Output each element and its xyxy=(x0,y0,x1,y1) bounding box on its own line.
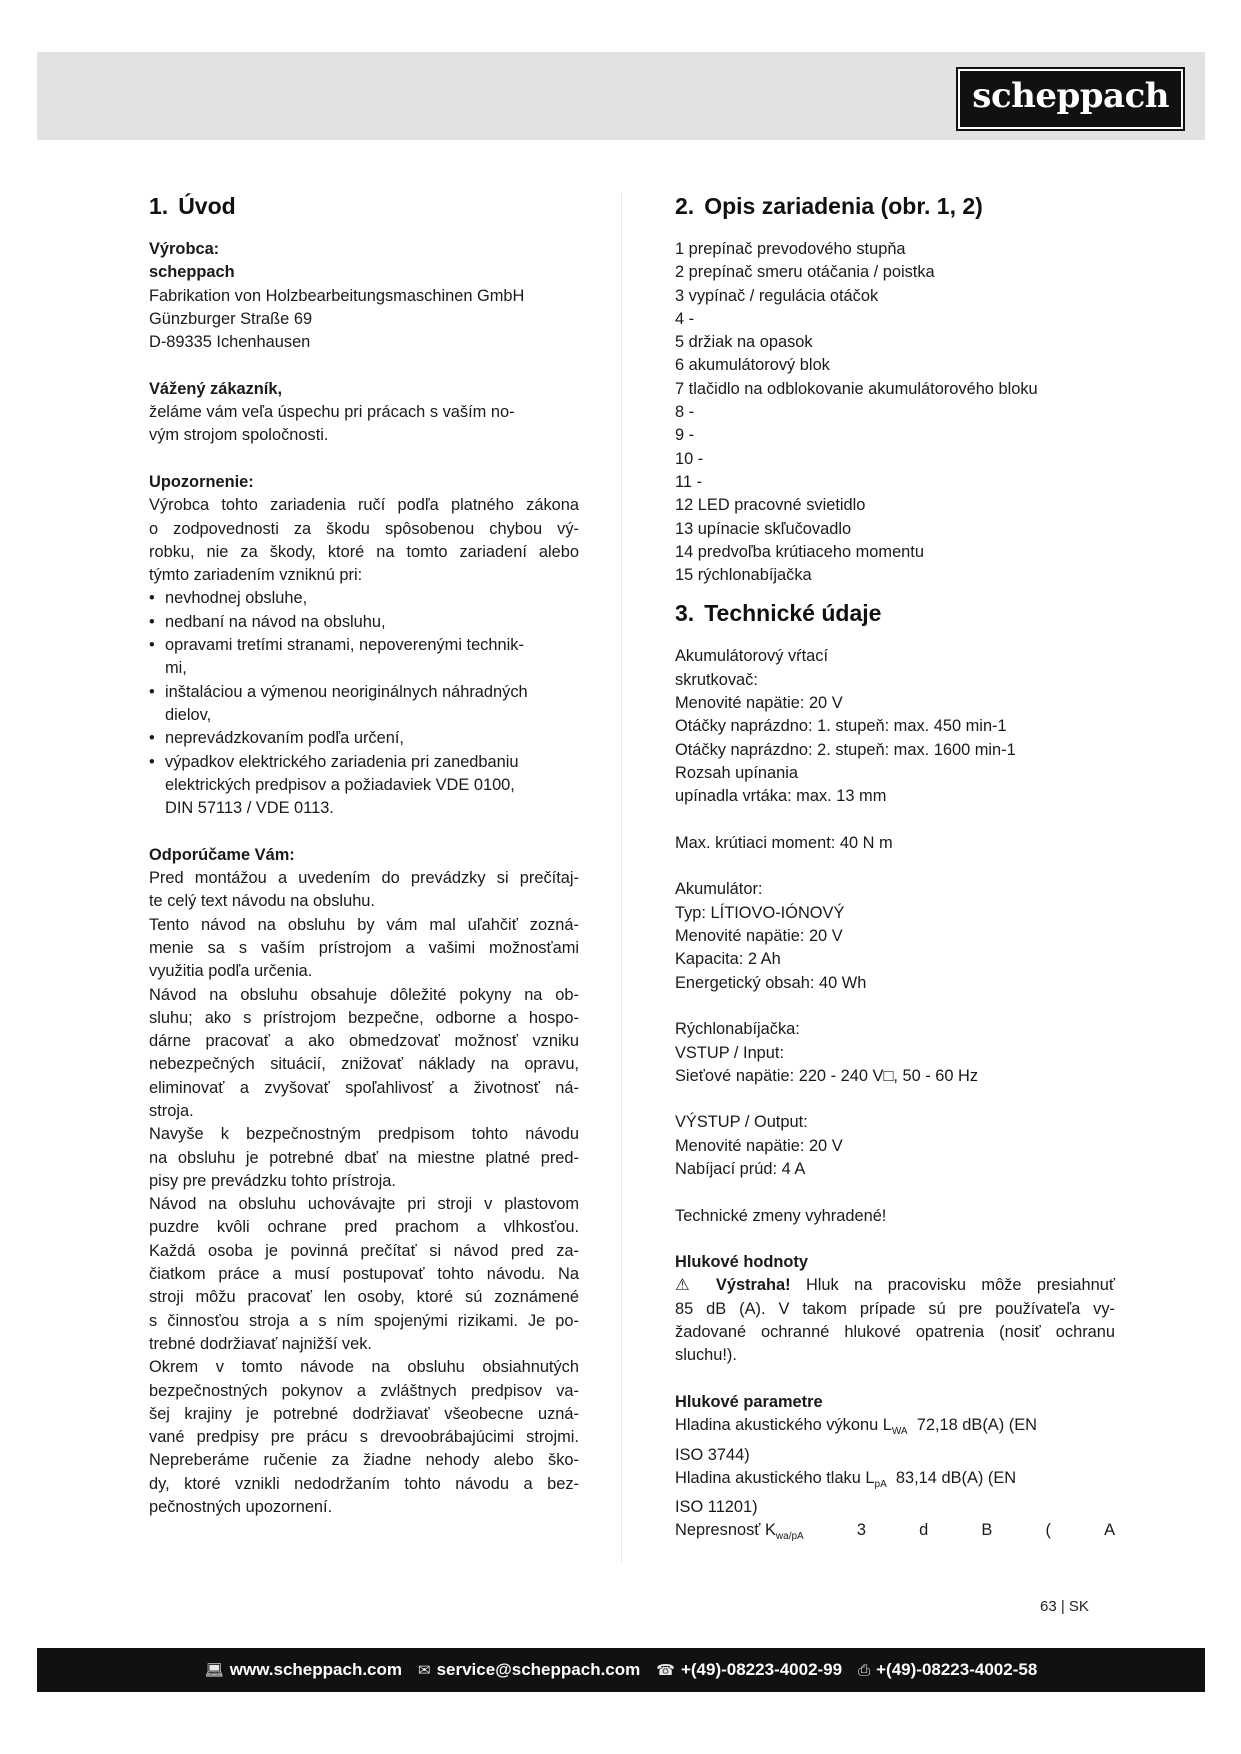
uncertainty-line xyxy=(675,1519,1115,1548)
recommend-text: vané predpisy pre prácu s drevoobrábajúcimi strojmi. xyxy=(149,1428,579,1447)
section-3-heading xyxy=(675,597,1115,629)
warning-text: 85 dB (A). V takom prípade sú pre používateľa vy- xyxy=(675,1299,1115,1318)
spec-line: Akumulátor: xyxy=(675,880,763,899)
recommend-text: te celý text návodu na obsluhu. xyxy=(149,892,375,911)
recommend-text: dárne pracovať a ako obmedzovať možnosť vzniku xyxy=(149,1032,579,1051)
part-item: 3 vypínač / regulácia otáčok xyxy=(675,286,879,305)
list-item: • nedbaní na návod na obsluhu, xyxy=(149,611,579,634)
warning-text: sluchu!). xyxy=(675,1346,737,1365)
sound-power-subscript: WA xyxy=(891,1426,908,1438)
list-item-continuation: DIN 57113 / VDE 0113. xyxy=(165,799,334,818)
list-item: • neprevádzkovaním podľa určení, xyxy=(149,727,579,750)
part-item: 15 rýchlonabíjačka xyxy=(675,566,812,585)
recommend-text: puzdre kvôli ochrane pred prachom a vlhkosťou. xyxy=(149,1218,579,1237)
spec-line: Nabíjací prúd: 4 A xyxy=(675,1159,806,1178)
recommend-text: Pred montážou a uvedením do prevádzky si prečítaj- xyxy=(149,869,579,888)
spec-line: Rýchlonabíjačka: xyxy=(675,1020,800,1039)
parts-list xyxy=(675,238,1115,587)
tech-battery-specs xyxy=(675,878,1115,994)
warning-text: žadované ochranné hlukové opatrenia (nosiť ochranu xyxy=(675,1323,1115,1342)
sound-pressure-value: 83,14 dB(A) (EN xyxy=(895,1468,1017,1487)
warning-label: Výstraha! xyxy=(715,1276,791,1295)
spec-line: Sieťové napätie: 220 - 240 V□, 50 - 60 Hz xyxy=(675,1066,979,1085)
list-item: • výpadkov elektrického zariadenia pri zanedbaniu xyxy=(149,751,579,774)
list-item-continuation: elektrických predpisov a požiadaviek VDE 0100, xyxy=(165,775,515,794)
part-item: 14 predvoľba krútiaceho momentu xyxy=(675,542,924,561)
recommend-text: Návod na obsluhu obsahuje dôležité pokyny na ob- xyxy=(149,985,579,1004)
spec-line: Kapacita: 2 Ah xyxy=(675,950,781,969)
spec-line: Typ: LÍTIOVO-IÓNOVÝ xyxy=(675,903,845,922)
email-link[interactable]: service@scheppach.com xyxy=(436,1660,641,1679)
sound-pressure-standard: ISO 11201) xyxy=(675,1498,758,1517)
section-3-number: 3. xyxy=(675,600,695,627)
part-item: 11 - xyxy=(675,472,703,491)
warning-icon: ⚠ xyxy=(675,1276,701,1295)
part-item: 13 upínacie skľučovadlo xyxy=(675,519,852,538)
uncertainty-part: ( xyxy=(1045,1521,1051,1540)
notice-text: o zodpovednosti za škodu spôsobenou chybou vý- xyxy=(149,519,579,538)
sound-pressure-level xyxy=(675,1467,1115,1496)
spec-line: Menovité napätie: 20 V xyxy=(675,927,843,946)
section-2-heading xyxy=(675,190,1115,222)
recommend-text: eliminovať a zvyšovať spoľahlivosť a životnosť ná- xyxy=(149,1078,579,1097)
address-line: Fabrikation von Holzbearbeitungsmaschinen GmbH xyxy=(149,286,525,305)
mail-icon: ✉︎ xyxy=(418,1662,431,1679)
recommend-text: využitia podľa určenia. xyxy=(149,962,313,981)
computer-icon: 💻︎ xyxy=(204,1662,224,1679)
phone-number[interactable]: +(49)-08223-4002-99 xyxy=(680,1660,843,1679)
recommend-text: čiatkom práce a musí postupovať tohto návodu. Na xyxy=(149,1265,579,1284)
spec-line: Menovité napätie: 20 V xyxy=(675,694,843,713)
part-item: 6 akumulátorový blok xyxy=(675,356,830,375)
header-band xyxy=(37,52,1205,140)
spec-torque: Max. krútiaci moment: 40 N m xyxy=(675,833,893,852)
noise-warning xyxy=(675,1274,1115,1297)
footer-website[interactable] xyxy=(205,1660,402,1680)
uncertainty-label xyxy=(675,1519,804,1548)
spec-line: Rozsah upínania xyxy=(675,763,799,782)
spec-line: Energetický obsah: 40 Wh xyxy=(675,973,867,992)
section-1-heading xyxy=(149,190,579,222)
fax-icon: ⎙︎ xyxy=(858,1661,871,1679)
section-3-title: Technické údaje xyxy=(704,600,882,627)
recommend-text: pisy pre prevádzku tohto prístroja. xyxy=(149,1171,396,1190)
sound-pressure-subscript: pA xyxy=(874,1478,887,1490)
section-2-number: 2. xyxy=(675,193,695,219)
customer-text: želáme vám veľa úspechu pri prácach s vaším no- xyxy=(149,403,515,422)
tech-changes-note: Technické zmeny vyhradené! xyxy=(675,1206,887,1225)
warning-text: Hluk na pracovisku môže presiahnuť xyxy=(790,1276,1115,1295)
noise-params-label: Hlukové parametre xyxy=(675,1392,823,1411)
spec-line: Otáčky naprázdno: 2. stupeň: max. 1600 min-1 xyxy=(675,740,1016,759)
sound-power-level xyxy=(675,1414,1115,1443)
uncertainty-part: d xyxy=(919,1521,929,1540)
recommend-text: na obsluhu je potrebné dbať na miestne platné pred- xyxy=(149,1148,579,1167)
sound-power-standard: ISO 3744) xyxy=(675,1445,750,1464)
footer-email[interactable] xyxy=(418,1660,640,1680)
recommend-paragraph xyxy=(149,867,579,1519)
tech-output-specs xyxy=(675,1111,1115,1181)
footer-fax[interactable] xyxy=(858,1660,1037,1680)
recommend-text: Tento návod na obsluhu by vám mal uľahčiť zozná- xyxy=(149,915,579,934)
part-item: 8 - xyxy=(675,403,695,422)
right-column xyxy=(675,190,1115,1549)
customer-text: vým strojom spoločnosti. xyxy=(149,426,329,445)
part-item: 5 držiak na opasok xyxy=(675,333,813,352)
recommend-text: trebné dodržiavať najnižší vek. xyxy=(149,1334,372,1353)
footer-bar xyxy=(37,1648,1205,1692)
part-item: 10 - xyxy=(675,449,704,468)
list-item: • opravami tretími stranami, nepoverenými technik- xyxy=(149,634,579,657)
recommend-text: pečnostných upozornení. xyxy=(149,1498,333,1517)
website-link[interactable]: www.scheppach.com xyxy=(229,1660,402,1679)
spec-line: Otáčky naprázdno: 1. stupeň: max. 450 min-1 xyxy=(675,717,1007,736)
phone-icon: ☎︎ xyxy=(656,1662,675,1679)
notice-label: Upozornenie: xyxy=(149,472,254,491)
recommend-text: Návod na obsluhu uchovávajte pri stroji v plastovom xyxy=(149,1195,579,1214)
address-line: Günzburger Straße 69 xyxy=(149,309,313,328)
noise-values-label: Hlukové hodnoty xyxy=(675,1253,808,1272)
footer-phone[interactable] xyxy=(656,1660,842,1680)
uncertainty-part: A xyxy=(1104,1521,1115,1540)
uncertainty-part: B xyxy=(981,1521,993,1540)
section-1-number: 1. xyxy=(149,193,169,219)
uncertainty-part: 3 xyxy=(856,1521,866,1540)
spec-line: VÝSTUP / Output: xyxy=(675,1113,808,1132)
left-column xyxy=(149,190,579,1519)
scheppach-logo: scheppach xyxy=(958,69,1183,129)
spec-line: upínadla vrtáka: max. 13 mm xyxy=(675,787,887,806)
spec-line: skrutkovač: xyxy=(675,670,758,689)
recommend-text: Navyše k bezpečnostným predpisom tohto návodu xyxy=(149,1125,579,1144)
section-1-title: Úvod xyxy=(178,193,236,219)
part-item: 12 LED pracovné svietidlo xyxy=(675,496,866,515)
recommend-text: stroji môžu pracovať len osoby, ktoré sú zoznámené xyxy=(149,1288,579,1307)
recommend-text: Každá osoba je povinná prečítať si návod pred za- xyxy=(149,1241,579,1260)
liability-bullet-list xyxy=(149,587,579,820)
spec-line: Akumulátorový vŕtací xyxy=(675,647,829,666)
tech-charger-specs xyxy=(675,1018,1115,1088)
recommend-label: Odporúčame Vám: xyxy=(149,845,295,864)
recommend-text: šej krajiny je potrebné dodržiavať všeobecne uzná- xyxy=(149,1404,579,1423)
recommend-text: sluhu; ako s prístrojom bezpečne, odborne a hospo- xyxy=(149,1008,579,1027)
list-item: • nevhodnej obsluhe, xyxy=(149,587,579,610)
manufacturer-address xyxy=(149,285,579,355)
recommend-text: Nepreberáme ručenie za žiadne nehody alebo ško- xyxy=(149,1451,579,1470)
sound-power-value: 72,18 dB(A) (EN xyxy=(916,1416,1037,1435)
notice-text: týmto zariadením vzniknú pri: xyxy=(149,566,363,585)
manufacturer-label: Výrobca: xyxy=(149,240,220,258)
recommend-text: nebezpečných situácií, znižovať náklady na opravu, xyxy=(149,1055,579,1074)
manufacturer-name: scheppach xyxy=(149,263,235,282)
uncertainty-text: Nepresnosť K xyxy=(675,1521,776,1540)
part-item: 7 tlačidlo na odblokovanie akumulátorového bloku xyxy=(675,379,1038,398)
recommend-text: dy, ktoré vznikli nedodržaním tohto návodu a bez- xyxy=(149,1474,579,1493)
list-item-continuation: dielov, xyxy=(165,705,212,724)
spec-line: Menovité napätie: 20 V xyxy=(675,1136,843,1155)
tech-drill-specs xyxy=(675,645,1115,808)
notice-text: Výrobca tohto zariadenia ručí podľa platného zákona xyxy=(149,496,579,515)
column-divider xyxy=(621,192,622,1562)
part-item: 4 - xyxy=(675,309,695,328)
notice-text: robku, nie za škody, ktoré na tomto zariadení alebo xyxy=(149,542,579,561)
sound-pressure-label: Hladina akustického tlaku L xyxy=(675,1468,875,1487)
recommend-text: Okrem v tomto návode na obsluhu obsiahnutých xyxy=(149,1358,579,1377)
section-2-title: Opis zariadenia (obr. 1, 2) xyxy=(704,193,983,219)
recommend-text: stroja. xyxy=(149,1101,194,1120)
part-item: 1 prepínač prevodového stupňa xyxy=(675,240,906,258)
part-item: 2 prepínač smeru otáčania / poistka xyxy=(675,263,935,282)
customer-label: Vážený zákazník, xyxy=(149,379,283,398)
page-number: 63 | SK xyxy=(1040,1598,1089,1615)
sound-power-label: Hladina akustického výkonu L xyxy=(675,1416,892,1435)
address-line: D-89335 Ichenhausen xyxy=(149,333,311,352)
recommend-text: s činnosťou stroja a s ním spojenými rizikami. Je po- xyxy=(149,1311,579,1330)
list-item: • inštaláciou a výmenou neoriginálnych náhradných xyxy=(149,681,579,704)
part-item: 9 - xyxy=(675,426,695,445)
recommend-text: menie sa s vaším prístrojom a vašimi možnosťami xyxy=(149,938,579,957)
spec-line: VSTUP / Input: xyxy=(675,1043,785,1062)
fax-number[interactable]: +(49)-08223-4002-58 xyxy=(876,1660,1038,1679)
list-item-continuation: mi, xyxy=(165,659,187,678)
recommend-text: bezpečnostných pokynov a zvláštnych predpisov va- xyxy=(149,1381,579,1400)
uncertainty-subscript: wa/pA xyxy=(775,1531,804,1543)
